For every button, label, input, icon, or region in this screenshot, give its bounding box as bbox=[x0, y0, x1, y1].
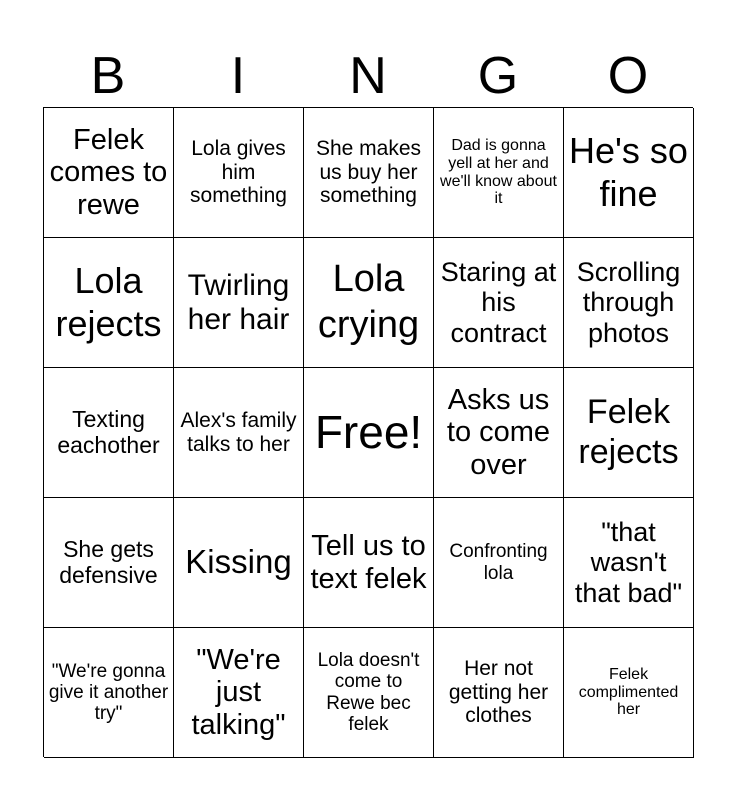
cell-text: Lola doesn't come to Rewe bec felek bbox=[317, 649, 420, 735]
cell-text: He's so fine bbox=[569, 130, 688, 214]
cell-text: "We're gonna give it another try" bbox=[48, 660, 169, 725]
cell-text: Tell us to text felek bbox=[310, 530, 427, 595]
bingo-cell[interactable] bbox=[174, 238, 304, 368]
bingo-cell[interactable] bbox=[304, 238, 434, 368]
bingo-cell[interactable] bbox=[564, 498, 694, 628]
cell-text: She makes us buy her something bbox=[315, 137, 422, 208]
bingo-cell[interactable] bbox=[174, 108, 304, 238]
bingo-cell[interactable] bbox=[564, 368, 694, 498]
cell-text: She gets defensive bbox=[59, 535, 158, 588]
bingo-cell[interactable] bbox=[304, 108, 434, 238]
cell-text: Dad is gonna yell at her and we'll know about it bbox=[440, 136, 557, 208]
bingo-cell[interactable] bbox=[44, 238, 174, 368]
bingo-cell[interactable] bbox=[44, 108, 174, 238]
free-space-cell[interactable] bbox=[304, 368, 434, 498]
header-letter-g: G bbox=[477, 47, 519, 105]
bingo-cell[interactable] bbox=[304, 628, 434, 758]
cell-text: Her not getting her clothes bbox=[448, 657, 549, 728]
bingo-cell[interactable] bbox=[434, 368, 564, 498]
bingo-cell[interactable] bbox=[564, 108, 694, 238]
cell-text: Asks us to come over bbox=[446, 383, 551, 481]
cell-text: Felek comes to rewe bbox=[49, 123, 168, 221]
cell-text: Alex's family talks to her bbox=[180, 408, 297, 456]
bingo-cell[interactable] bbox=[564, 238, 694, 368]
cell-text: Felek complimented her bbox=[578, 665, 679, 719]
free-space-text: Free! bbox=[314, 405, 423, 458]
cell-text: "that wasn't that bad" bbox=[574, 517, 683, 608]
cell-text: Confronting lola bbox=[449, 541, 548, 584]
bingo-cell[interactable] bbox=[434, 498, 564, 628]
bingo-cell[interactable] bbox=[564, 628, 694, 758]
bingo-cell[interactable] bbox=[174, 498, 304, 628]
header-letter-i: I bbox=[230, 47, 246, 105]
cell-text: Lola crying bbox=[317, 257, 420, 346]
cell-text: Lola rejects bbox=[55, 260, 162, 344]
bingo-cell[interactable] bbox=[434, 628, 564, 758]
cell-text: Twirling her hair bbox=[187, 268, 290, 336]
bingo-cell[interactable] bbox=[174, 368, 304, 498]
cell-text: Felek rejects bbox=[578, 393, 679, 471]
bingo-cell[interactable] bbox=[44, 498, 174, 628]
header-letter-b: B bbox=[90, 47, 126, 105]
bingo-cell[interactable] bbox=[434, 108, 564, 238]
cell-text: Scrolling through photos bbox=[576, 257, 681, 348]
header-letter-o: O bbox=[607, 47, 649, 105]
bingo-cell[interactable] bbox=[434, 238, 564, 368]
bingo-cell[interactable] bbox=[174, 628, 304, 758]
bingo-board bbox=[43, 107, 693, 757]
cell-text: Lola gives him something bbox=[190, 137, 287, 208]
cell-text: Texting eachother bbox=[57, 405, 160, 458]
bingo-cell[interactable] bbox=[44, 628, 174, 758]
cell-text: Kissing bbox=[185, 543, 292, 581]
bingo-cell[interactable] bbox=[44, 368, 174, 498]
bingo-header bbox=[43, 48, 693, 104]
header-letter-n: N bbox=[349, 47, 387, 105]
cell-text: "We're just talking" bbox=[191, 643, 286, 741]
bingo-cell[interactable] bbox=[304, 498, 434, 628]
cell-text: Staring at his contract bbox=[440, 257, 557, 348]
